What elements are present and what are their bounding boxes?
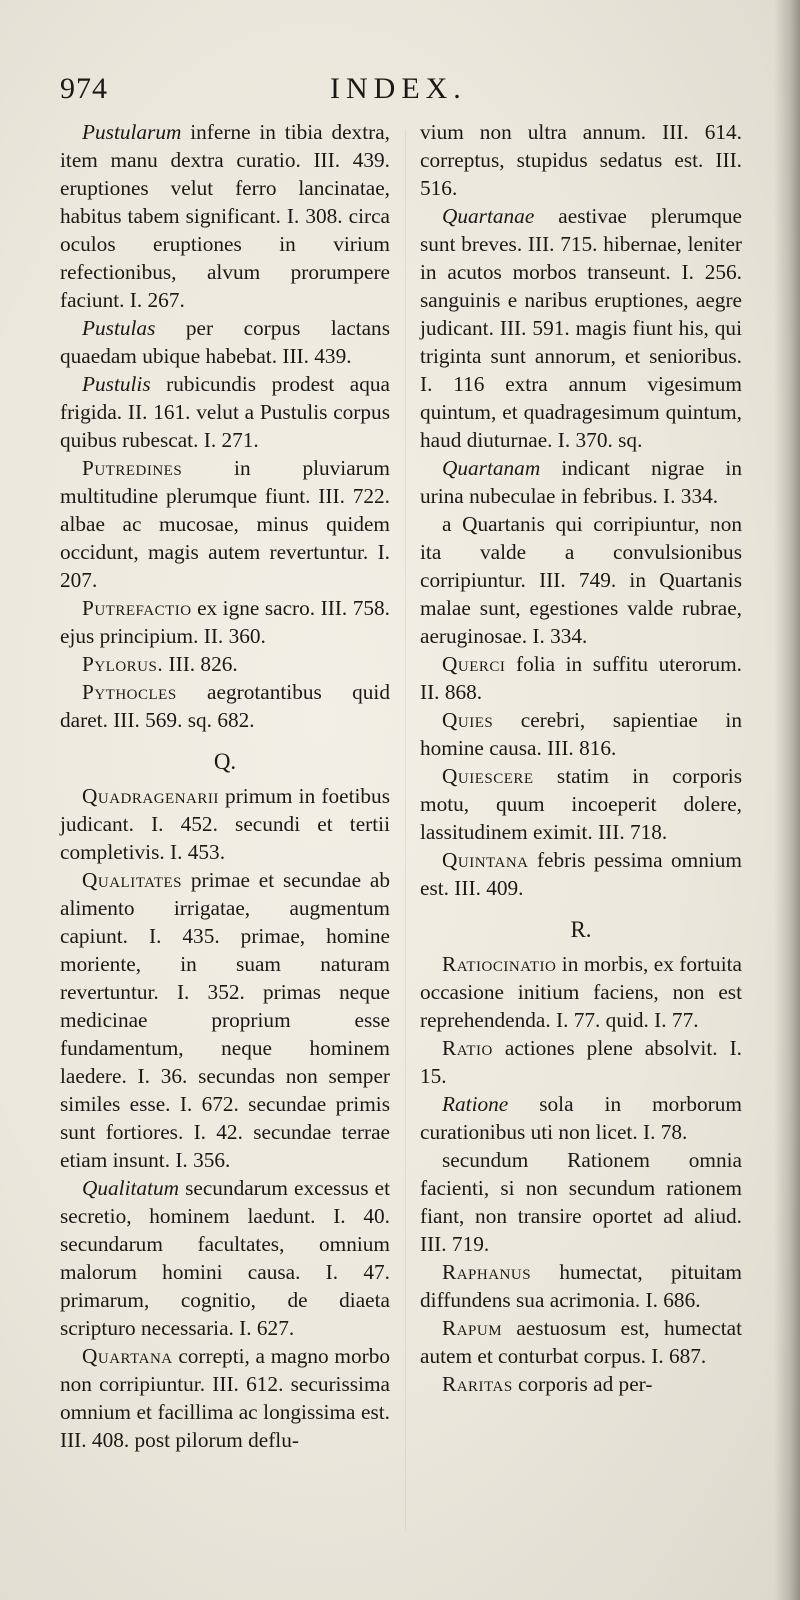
entry-text: febris pessima omnium est. III. 409. [420, 848, 742, 900]
entry-text: inferne in tibia dextra, item manu dextra curatio. III. 439. eruptiones velut ferro lancinatae, habitus tabem significant. I. 308. circa oculos eruptiones in virium refectionibus, alvum prorumpere faciunt. I. 267. [60, 120, 390, 312]
entry-headword: Qualitates [82, 868, 183, 892]
letter-heading: R. [570, 917, 592, 942]
entry-text: rubicundis prodest aqua frigida. II. 161. velut a Pustulis corpus quibus rubescat. I. 271. [60, 372, 390, 452]
index-entry [60, 650, 390, 678]
index-entry [60, 118, 390, 314]
entry-text: aestivae plerumque sunt breves. III. 715. hibernae, leniter in acutos morbos transeunt. I. 256. sanguinis e naribus eruptiones, aegre judicant. III. 591. magis fiunt his, qui triginta sunt annorum, et senioribus. I. 116 extra annum vigesimum quintum, et quadragesimum quintum, haud diuturnae. I. 370. sq. [420, 204, 742, 452]
entry-headword: Quintana [442, 848, 529, 872]
index-entry [420, 1314, 742, 1370]
entry-text: statim in corporis motu, quum incoeperit dolere, lassitudinem eximit. III. 718. [420, 764, 742, 844]
entry-headword: Putrefactio [82, 596, 192, 620]
entry-headword: Pustulas [82, 316, 156, 340]
index-entry [420, 1034, 742, 1090]
entry-text: aestuosum est, humectat autem et conturbat corpus. I. 687. [420, 1316, 742, 1368]
entry-headword: Quartanam [442, 456, 541, 480]
index-entry [420, 454, 742, 510]
entry-headword: Quartana [82, 1344, 173, 1368]
index-entry [60, 454, 390, 594]
entry-text: corporis ad per- [512, 1372, 653, 1396]
index-entry [420, 510, 742, 650]
entry-headword: Querci [442, 652, 506, 676]
entry-headword: secundum [442, 1148, 568, 1172]
entry-headword: Pustulis [82, 372, 151, 396]
index-entry [60, 314, 390, 370]
index-entry [420, 846, 742, 902]
entry-headword: Ratio [442, 1036, 493, 1060]
entry-headword: Pythocles [82, 680, 177, 704]
entry-text: actiones plene absolvit. I. 15. [420, 1036, 742, 1088]
index-entry-continued [420, 118, 742, 202]
entry-headword: Qualitatum [82, 1176, 180, 1200]
entry-text: in pluviarum multitudine plerumque fiunt. III. 722. albae ac mucosae, minus quidem occidunt, magis autem revertuntur. I. 207. [60, 456, 390, 592]
entry-text: in morbis, ex fortuita occasione initium faciens, non est reprehendenda. I. 77. quid. I. 77. [420, 952, 742, 1032]
entry-headword: Raphanus [442, 1260, 532, 1284]
entry-text: primae et secundae ab alimento irrigatae, augmentum capiunt. I. 435. primae, homine moriente, in suam naturam revertuntur. I. 352. primas neque medicinae proprium esse fundamentum, neque hominem laedere. I. 36. secundas non semper similes esse. I. 672. secundae primis sunt fortiores. I. 42. secundae terrae etiam insunt. I. 356. [60, 868, 390, 1172]
index-entry [60, 370, 390, 454]
index-entry [420, 950, 742, 1034]
index-entry [60, 1174, 390, 1342]
entry-text: sola in morborum curationibus uti non licet. I. 78. [420, 1092, 742, 1144]
entry-text: Rationem omnia facienti, si non secundum rationem fiant, non transire oportet ad aliud. III. 719. [420, 1148, 742, 1256]
index-entry [60, 594, 390, 650]
index-entry [420, 202, 742, 454]
index-entry [420, 650, 742, 706]
index-entry [60, 1342, 390, 1454]
entry-headword: Raritas [442, 1372, 513, 1396]
index-entry [420, 1146, 742, 1258]
entry-text: primum in foetibus judicant. I. 452. secundi et tertii completivis. I. 453. [60, 784, 390, 864]
entry-headword: a [442, 512, 463, 536]
entry-text: indicant nigrae in urina nubeculae in febribus. I. 334. [420, 456, 742, 508]
entry-text: humectat, pituitam diffundens sua acrimonia. I. 686. [420, 1260, 742, 1312]
entry-headword: Quadragenarii [82, 784, 219, 808]
column-gutter [405, 130, 406, 1530]
entry-headword: Pustularum [82, 120, 182, 144]
entry-text: vium non ultra annum. III. 614. correptus, stupidus sedatus est. III. 516. [420, 120, 742, 200]
entry-headword: Quartanae [442, 204, 535, 228]
page-number: 974 [60, 72, 108, 105]
entry-headword: Ratione [442, 1092, 509, 1116]
page-edge-shadow [774, 0, 800, 1600]
entry-text: cerebri, sapientiae in homine causa. III. 816. [420, 708, 742, 760]
entry-headword: Rapum [442, 1316, 503, 1340]
entry-headword: Putredines [82, 456, 183, 480]
index-entry [60, 678, 390, 734]
entry-text: III. 826. [163, 652, 238, 676]
entry-headword: Ratiocinatio [442, 952, 557, 976]
entry-text: ex igne sacro. III. 758. ejus principium. II. 360. [60, 596, 390, 648]
letter-heading: Q. [213, 749, 237, 774]
entry-text: Quartanis qui corripiuntur, non ita valde a convulsionibus corripiuntur. III. 749. in Quartanis malae sunt, egestiones valde rubrae, aeruginosae. I. 334. [420, 512, 743, 648]
index-entry [420, 706, 742, 762]
entry-text: per corpus lactans quaedam ubique habebat. III. 439. [60, 316, 390, 368]
entry-headword: Quies [442, 708, 494, 732]
index-entry [420, 1370, 742, 1398]
left-column [60, 118, 390, 1454]
index-entry [420, 1258, 742, 1314]
entry-headword: Pylorus. [82, 652, 164, 676]
right-column [420, 118, 742, 1398]
entry-text: correpti, a magno morbo non corripiuntur. III. 612. securissima omnium et facillima ac longissima est. III. 408. post pilorum deflu- [60, 1344, 390, 1452]
entry-headword: Quiescere [442, 764, 534, 788]
entry-text: secundarum excessus et secretio, hominem laedunt. I. 40. secundarum facultates, omnium malorum homini causa. I. 47. primarum, cognitio, de diaeta scripturo necessaria. I. 627. [60, 1176, 390, 1340]
page-header [60, 68, 740, 112]
index-entry [420, 1090, 742, 1146]
entry-text: folia in suffitu uterorum. II. 868. [420, 652, 742, 704]
running-title: INDEX. [330, 72, 467, 105]
index-entry [420, 762, 742, 846]
index-entry [60, 782, 390, 866]
index-entry [60, 866, 390, 1174]
entry-text: aegrotantibus quid daret. III. 569. sq. 682. [60, 680, 390, 732]
